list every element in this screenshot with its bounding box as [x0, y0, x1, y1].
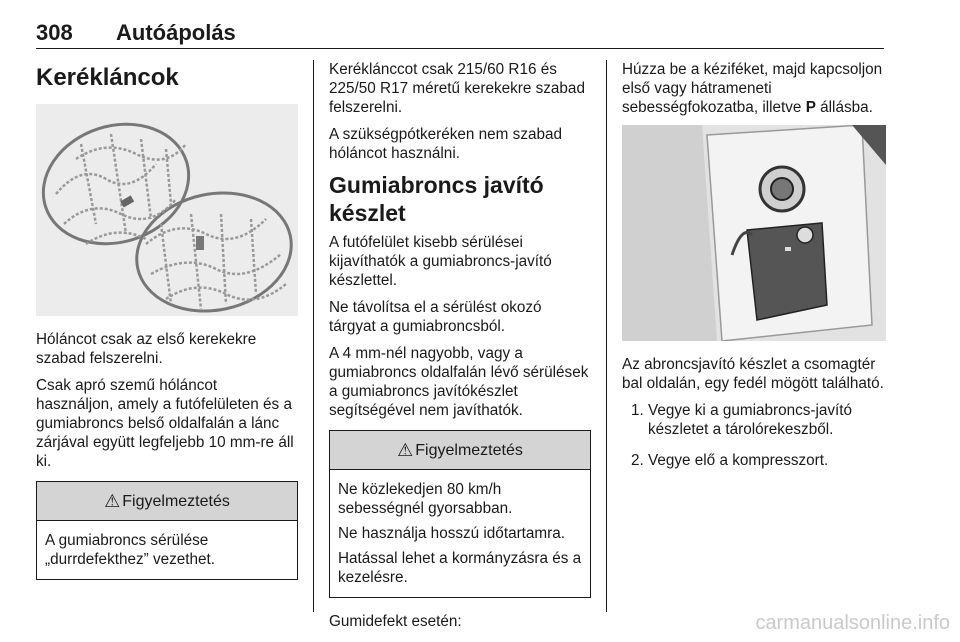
warning-text: Ne közlekedjen 80 km/h sebességnél gyorsabban. [338, 481, 513, 517]
warning-title: Figyelmeztetés [415, 441, 523, 459]
paragraph: A szükségpótkeréken nem szabad hóláncot használni. [329, 126, 562, 162]
paragraph: Ne távolítsa el a sérülést okozó tárgyat a gumiabroncsból. [329, 299, 542, 335]
column-3 [622, 60, 886, 482]
repair-kit-heading: Gumiabroncs javító készlet [329, 172, 544, 226]
warning-header [37, 482, 297, 521]
warning-icon: ⚠ [104, 490, 121, 511]
page-number: 308 [36, 20, 73, 45]
paragraph: Húzza be a kéziféket, majd kapcsoljon első vagy hátrameneti sebességfokozatba, illetve P állásba. [622, 61, 883, 116]
column-divider [313, 60, 314, 612]
snow-chains-heading: Kerékláncok [36, 64, 179, 91]
paragraph: A 4 mm-nél nagyobb, vagy a gumiabroncs oldalfalán lévő sérülések a gumiabroncs javítókészlet segítségével nem javíthatók. [329, 345, 589, 419]
column-1 [36, 60, 298, 594]
warning-title: Figyelmeztetés [122, 492, 230, 510]
warning-text: A gumiabroncs sérülése „durrdefekthez” vezethet. [45, 532, 216, 568]
gear-position-p: P [805, 99, 816, 116]
page-header [36, 12, 884, 49]
paragraph: Gumidefekt esetén: [329, 613, 462, 630]
paragraph: Hóláncot csak az első kerekekre szabad felszerelni. [36, 331, 257, 367]
section-title: Autóápolás [116, 20, 236, 45]
column-divider [606, 60, 607, 612]
list-item: 1. Vegye ki a gumiabroncs-javító készletet a tárolórekeszből. [648, 401, 886, 439]
paragraph: Keréklánccot csak 215/60 R16 és 225/50 R17 méretű kerekekre szabad felszerelni. [329, 61, 585, 116]
warning-header [330, 431, 590, 470]
paragraph: Az abroncsjavító készlet a csomagtér bal oldalán, egy fedél mögött található. [622, 356, 884, 392]
steps-list [622, 401, 886, 470]
warning-text: Hatással lehet a kormányzásra és a kezelésre. [338, 550, 582, 586]
paragraph: Csak apró szemű hóláncot használjon, amely a futófelületen és a gumiabroncs belső oldalfalán a lánc zárjával együtt legfeljebb 10 mm-re áll ki. [36, 377, 294, 470]
watermark: carmanualsonline.info [755, 612, 950, 634]
warning-box [36, 481, 298, 580]
warning-icon: ⚠ [397, 439, 414, 460]
list-item: 2. Vegye elő a kompresszort. [648, 451, 886, 470]
snow-chains-illustration [36, 104, 298, 316]
trunk-compartment-illustration [622, 125, 886, 341]
column-2 [329, 60, 591, 639]
paragraph: A futófelület kisebb sérülései kijavíthatók a gumiabroncs-javító készlettel. [329, 234, 552, 289]
warning-box [329, 430, 591, 598]
warning-text: Ne használja hosszú időtartamra. [338, 525, 566, 542]
